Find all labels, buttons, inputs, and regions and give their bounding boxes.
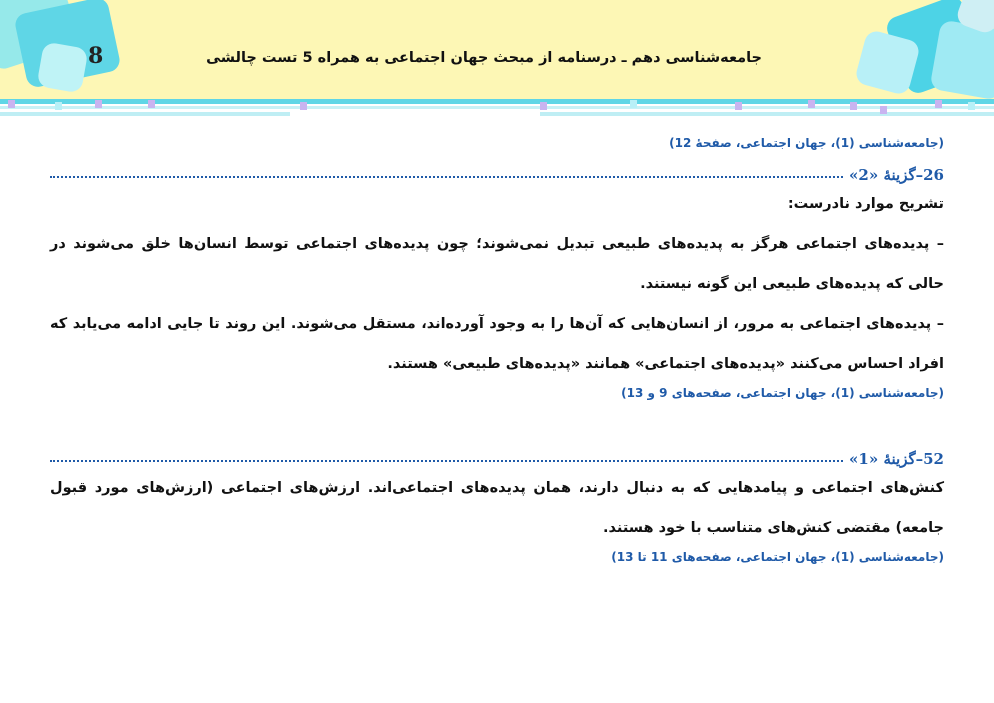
- question-26-answer-header: [50, 166, 944, 184]
- page-title: جامعه‌شناسی دهم ـ درسنامه از مبحث جهان اجتماعی به همراه 5 تست چالشی: [206, 50, 762, 66]
- page-number: 8: [88, 43, 104, 69]
- question-26-explanation: [50, 184, 944, 384]
- page-header: [0, 0, 994, 100]
- explanation-intro: تشریح موارد نادرست:: [787, 196, 944, 212]
- question-52-label: 52–گزینهٔ «1»: [849, 450, 944, 468]
- explanation-point-2: – پدیده‌های اجتماعی به مرور، از انسان‌هایی که آن‌ها را به وجود آورده‌اند، مستقل می‌شوند. این روند تا جایی ادامه می‌یابد که افراد احساس می‌کنند «پدیده‌های اجتماعی» همانند «پدیده‌های طبیعی» هستند.: [50, 316, 944, 372]
- question-26-reference: (جامعه‌شناسی (1)، جهان اجتماعی، صفحه‌های 9 و 13): [621, 386, 944, 400]
- question-52-explanation: [50, 468, 944, 548]
- question-26-label: 26–گزینهٔ «2»: [849, 166, 944, 184]
- page-content: [50, 128, 944, 564]
- explanation-point-1: کنش‌های اجتماعی و پیامدهایی که به دنبال دارند، همان پدیده‌های اجتماعی‌اند. ارزش‌های اجتماعی (ارزش‌های مورد قبول جامعه) مقتضی کنش‌های متناسب با خود هستند.: [50, 480, 944, 536]
- dotted-leader: [50, 168, 843, 178]
- question-52-reference: (جامعه‌شناسی (1)، جهان اجتماعی، صفحه‌های 11 تا 13): [611, 550, 944, 564]
- top-reference: (جامعه‌شناسی (1)، جهان اجتماعی، صفحهٔ 12): [669, 136, 944, 150]
- dotted-leader: [50, 452, 843, 462]
- question-52-answer-header: [50, 450, 944, 468]
- explanation-point-1: – پدیده‌های اجتماعی هرگز به پدیده‌های طبیعی تبدیل نمی‌شوند؛ چون پدیده‌های اجتماعی توسط انسان‌ها خلق می‌شوند در حالی که پدیده‌های طبیعی این گونه نیستند.: [50, 236, 944, 292]
- decorative-stripe-band: [0, 96, 994, 120]
- decorative-square: [36, 41, 88, 93]
